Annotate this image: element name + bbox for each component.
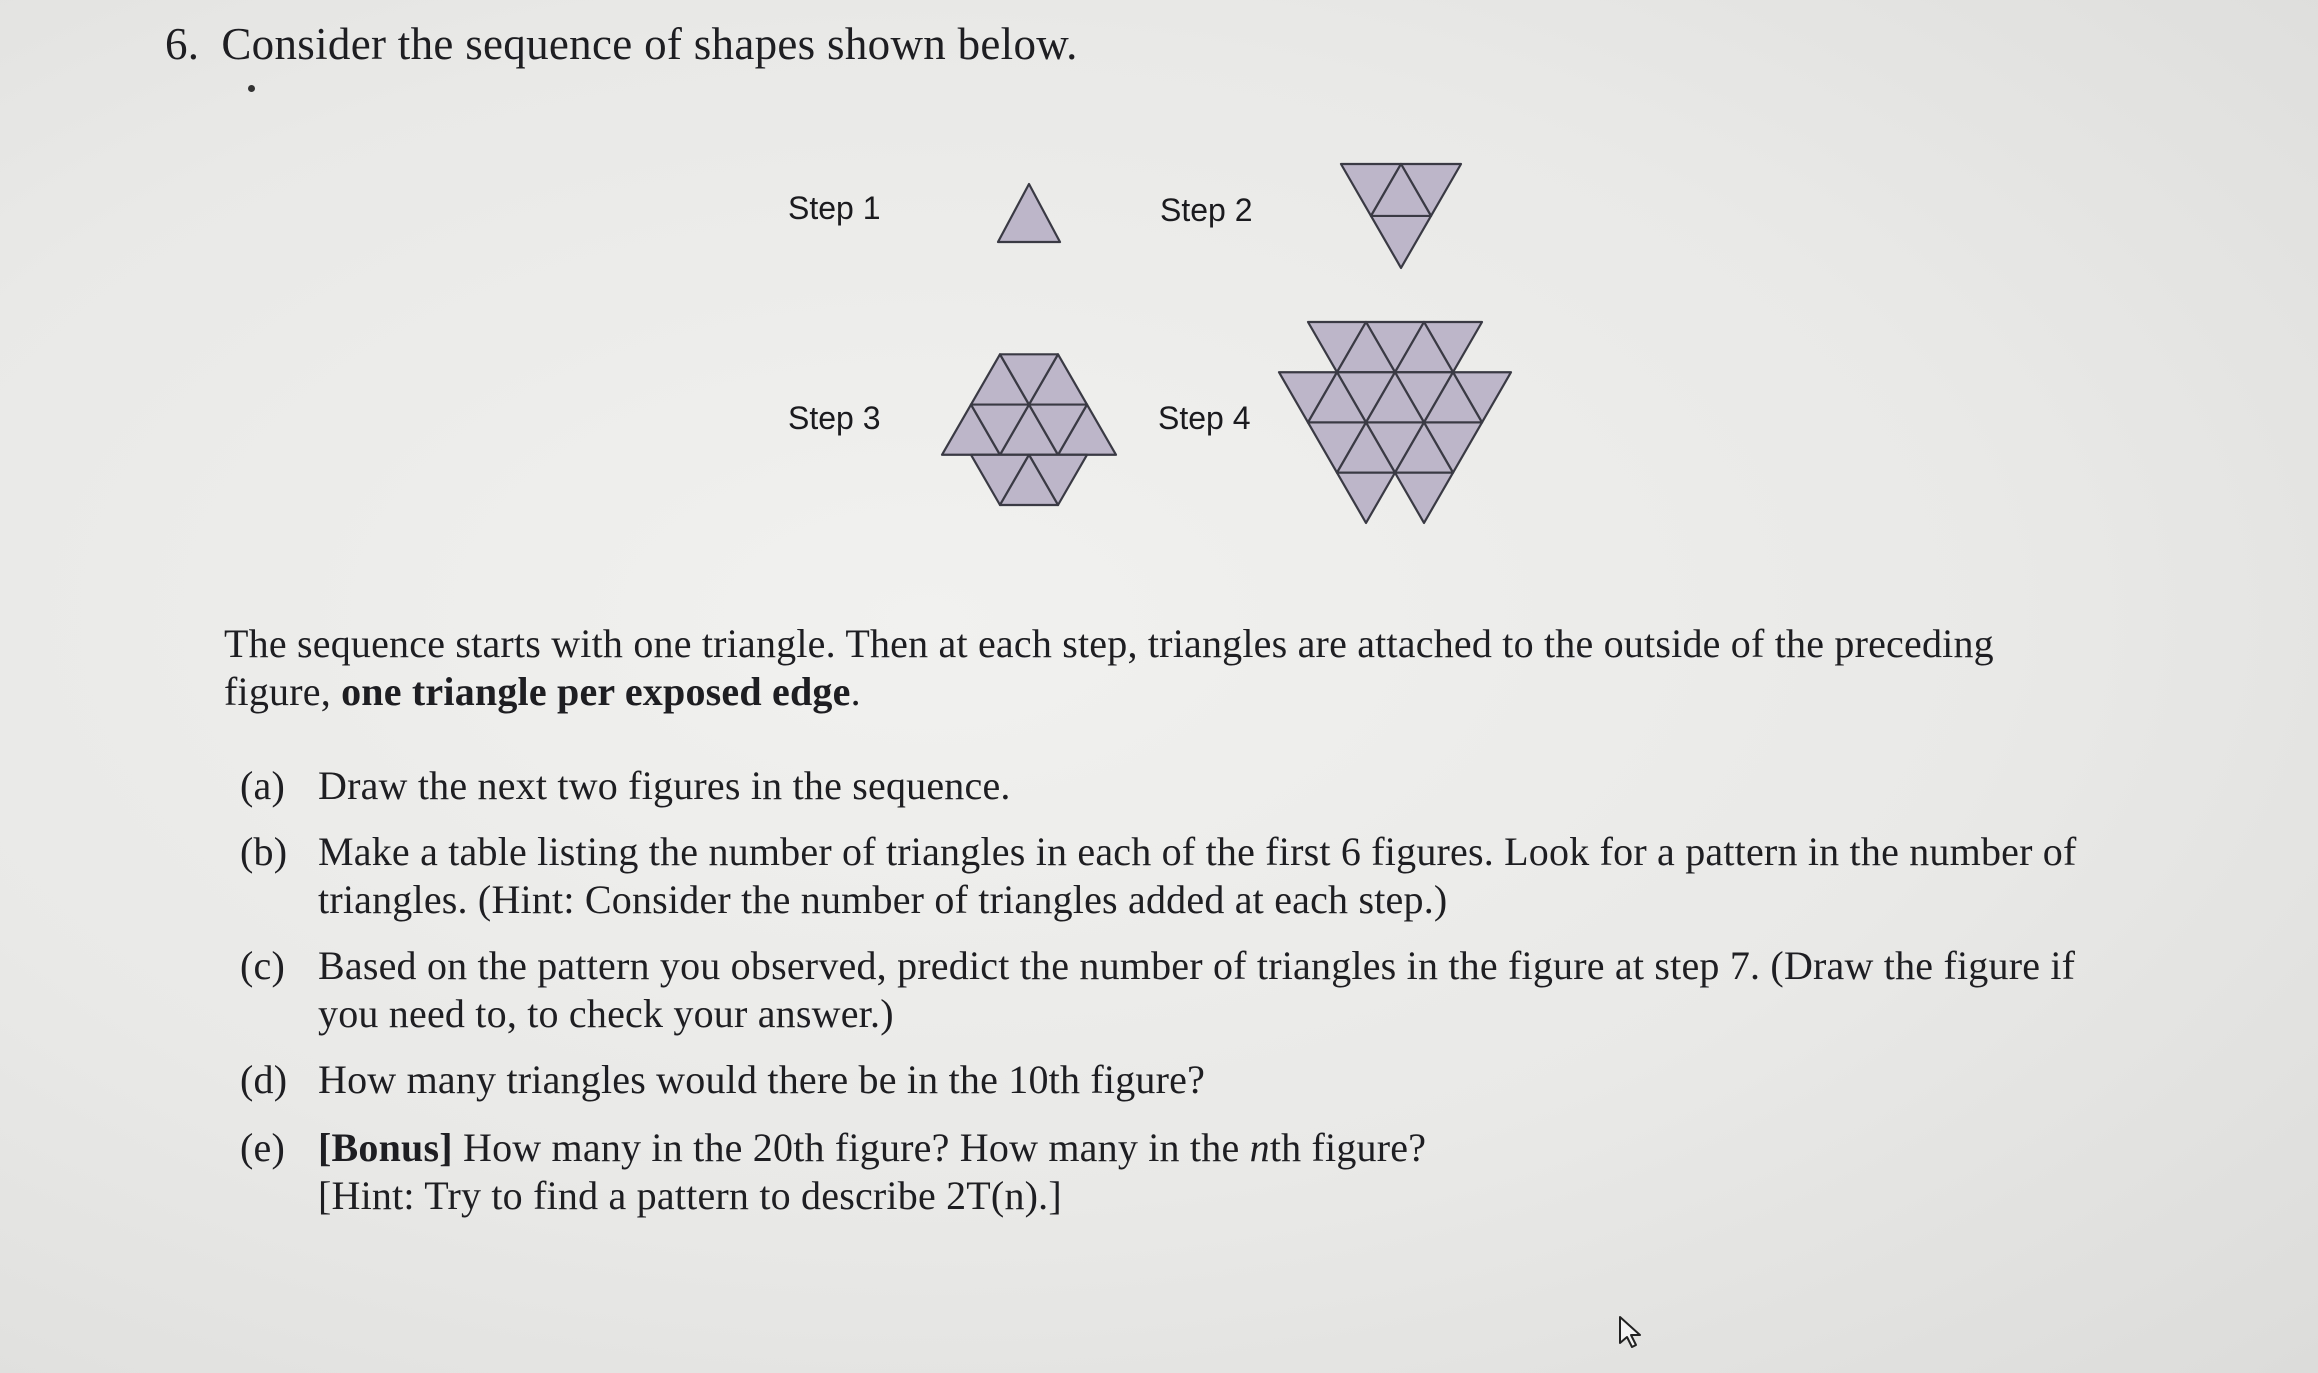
part-text: Draw the next two figures in the sequence. <box>318 763 1011 808</box>
stray-dot <box>248 85 255 92</box>
part-e-text: How many in the 20th figure? How many in the <box>452 1125 1250 1170</box>
part-text: Make a table listing the number of triangles in each of the first 6 figures. Look for a pattern in the number of triangles. (Hint: Consider the number of triangles added at each step.) <box>318 829 2077 922</box>
part-text: Based on the pattern you observed, predict the number of triangles in the figure at step 7. (Draw the figure if you need to, to check your answer.) <box>318 943 2076 1036</box>
bonus-tag: [Bonus] <box>318 1125 453 1170</box>
part-label: (b) <box>240 829 288 874</box>
variable-n: n <box>1249 1125 1270 1170</box>
question-heading <box>165 18 1078 70</box>
step-4-label: Step 4 <box>1158 400 1251 436</box>
mouse-cursor-icon <box>1618 1315 1644 1349</box>
part-label: (c) <box>240 943 285 988</box>
part-label: (a) <box>240 763 285 808</box>
part-text: How many triangles would there be in the 10th figure? <box>318 1057 1206 1102</box>
part-e-text-end: th figure? <box>1269 1125 1427 1170</box>
part-label: (e) <box>240 1125 285 1170</box>
description-text: The sequence starts with one triangle. Then at each step, triangles are attached to the outside of the preceding figure, <box>224 621 1994 714</box>
step-2-figure <box>1338 160 1464 274</box>
step-4-figure <box>1272 320 1518 538</box>
triangle <box>1337 473 1395 523</box>
step-2-label: Step 2 <box>1160 192 1253 228</box>
question-text: Consider the sequence of shapes shown below. <box>221 19 1078 69</box>
step-1-label: Step 1 <box>788 190 881 226</box>
triangle <box>1371 216 1431 268</box>
description-emphasis: one triangle per exposed edge <box>341 669 851 714</box>
part-label: (d) <box>240 1057 288 1102</box>
description-end: . <box>850 669 861 714</box>
part-e-hint: [Hint: Try to find a pattern to describe 2T(n).] <box>318 1173 1062 1218</box>
step-1-figure <box>996 182 1062 244</box>
step-3-figure <box>934 344 1124 508</box>
part-text <box>318 1124 2098 1220</box>
triangle <box>1395 473 1453 523</box>
triangle <box>998 184 1060 242</box>
sequence-description <box>224 620 2074 716</box>
question-number: 6. <box>165 19 200 69</box>
step-3-label: Step 3 <box>788 400 881 436</box>
